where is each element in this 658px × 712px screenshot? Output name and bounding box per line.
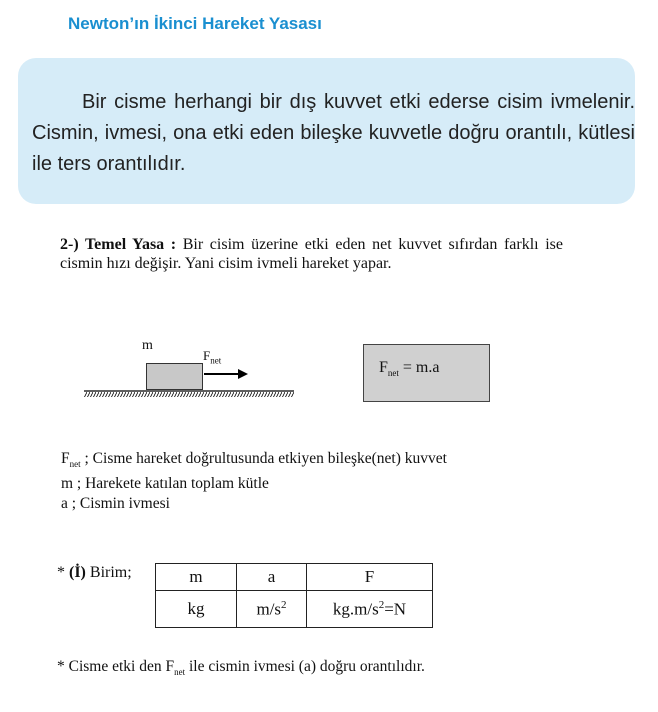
force-diagram	[84, 338, 294, 408]
units-header-a: a	[237, 564, 307, 591]
mass-block	[146, 363, 203, 390]
definition-fnet: $F_{net}$ ; Cisme hareket doğrultusunda etkiyen bileşke(net) kuvvet	[61, 450, 447, 470]
definitions	[61, 449, 447, 514]
page-title: Newton’ın İkinci Hareket Yasası	[68, 14, 322, 33]
units-header-m: m	[156, 564, 237, 591]
formula-box: $F_{net} = m.a$	[363, 344, 490, 402]
units-label: * (İ) Birim;	[57, 564, 132, 581]
law-paragraph	[60, 235, 563, 273]
law-text: Bir cisim üzerine etki eden net kuvvet sıfırdan farklı ise cismin hızı değişir. Yani cisim ivmeli hareket yapar.	[60, 236, 563, 272]
info-box-text: Bir cisme herhangi bir dış kuvvet etki ederse cisim ivmelenir. Cismin, ivmesi, ona etki eden bileşke kuvvetle doğru orantılı, kütlesi ile ters orantılıdır.	[32, 91, 635, 175]
law-heading: 2-) Temel Yasa :	[60, 236, 177, 253]
definition-mass: m ; Harekete katılan toplam kütle	[61, 475, 269, 493]
mass-label: m	[142, 338, 153, 353]
units-value-a: $m/s^2$	[237, 591, 307, 628]
units-header-f: F	[307, 564, 433, 591]
ground-surface	[84, 390, 294, 398]
proportionality-note: * Cisme etki den $F_{net}$ ile cismin ivmesi (a) doğru orantılıdır.	[57, 658, 425, 678]
force-arrow-icon	[204, 369, 248, 379]
force-label: $F_{net}$	[203, 348, 222, 366]
definition-acceleration: a ; Cismin ivmesi	[61, 495, 170, 513]
units-value-m: kg	[156, 591, 237, 628]
units-table	[155, 563, 433, 628]
units-value-f: $kg.m/s^2=N$	[307, 591, 433, 628]
